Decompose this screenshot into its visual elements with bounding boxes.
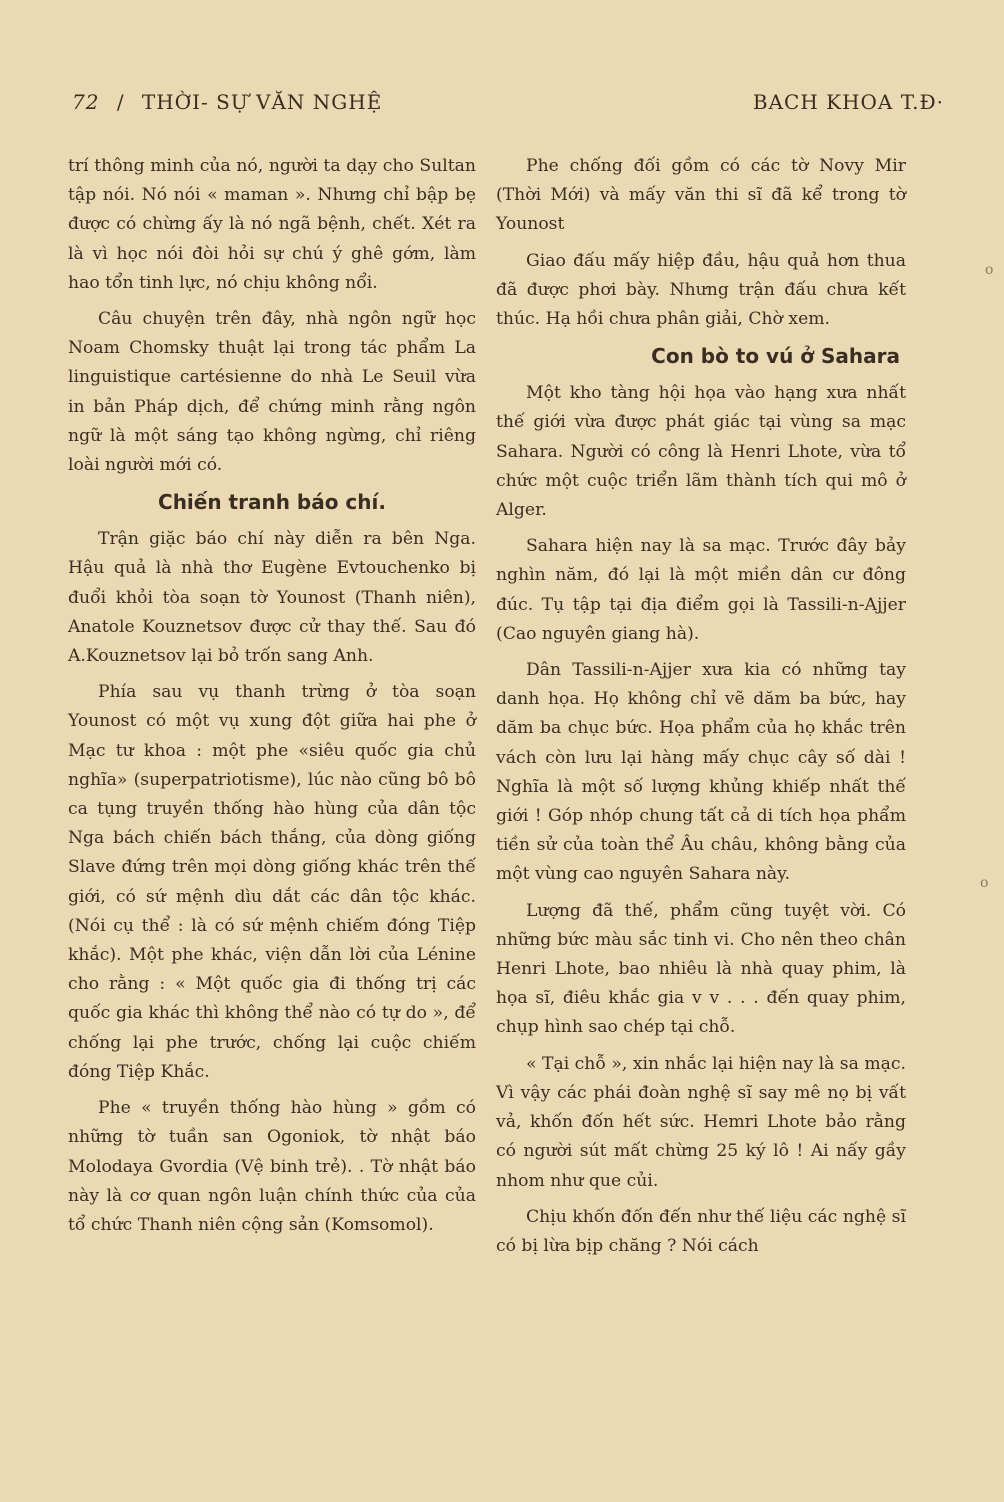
section-title: THỜI- SỰ VĂN NGHỆ: [141, 90, 383, 114]
left-paragraph-2: Câu chuyện trên đây, nhà ngôn ngữ học Noam Chomsky thuật lại trong tác phẩm La linguistique cartésienne do nhà Le Seuil vừa in bản Pháp dịch, để chứng minh rằng ngôn ngữ là một sáng tạo không ngừng, chỉ riêng loài người mới có.: [68, 309, 476, 476]
magazine-name: BACH KHOA T.Đ·: [752, 90, 944, 114]
right-column: [496, 152, 906, 1268]
right-paragraph-7: « Tại chỗ », xin nhắc lại hiện nay là sa mạc. Vì vậy các phái đoàn nghệ sĩ say mê nọ bị vất vả, khốn đốn hết sức. Hemri Lhote bảo rằng có người sút mất chừng 25 ký lô ! Ai nấy gầy nhom như que củi.: [496, 1053, 906, 1191]
right-paragraph-1: Phe chống đối gồm có các tờ Novy Mir (Thời Mới) và mấy văn thi sĩ đã kể trong tờ Younost: [496, 156, 906, 235]
page-number: 72: [72, 90, 100, 114]
left-paragraph-3: Trận giặc báo chí này diễn ra bên Nga. Hậu quả là nhà thơ Eugène Evtouchenko bị đuổi khỏi tòa soạn tờ Younost (Thanh niên), Anatole Kouznetsov được cử thay thế. Sau đó A.Kouznetsov lại bỏ trốn sang Anh.: [68, 529, 476, 667]
left-column: [68, 152, 476, 1247]
right-paragraph-8: Chịu khốn đốn đến như thế liệu các nghệ sĩ có bị lừa bịp chăng ? Nói cách: [496, 1206, 906, 1256]
left-paragraph-4: Phía sau vụ thanh trừng ở tòa soạn Younost có một vụ xung đột giữa hai phe ở Mạc tư khoa : một phe «siêu quốc gia chủ nghĩa» (superpatriotisme), lúc nào cũng bô bô ca tụng truyền thống hào hùng của dân tộc Nga bách chiến bách thắng, của dòng giống Slave đứng trên mọi dòng giống khác trên thế giới, có sứ mệnh dìu dắt các dân tộc khác. (Nói cụ thể : là có sứ mệnh chiếm đóng Tiệp khắc). Một phe khác, viện dẫn lời của Lénine cho rằng : « Một quốc gia đi thống trị các quốc gia khác thì không thể nào có tự do », để chống lại phe trước, chống lại cuộc chiếm đóng Tiệp Khắc.: [68, 682, 476, 1082]
right-paragraph-4: Sahara hiện nay là sa mạc. Trước đây bảy nghìn năm, đó lại là một miền dân cư đông đúc. Tụ tập tại địa điểm gọi là Tassili-n-Ajjer (Cao nguyên giang hà).: [496, 536, 906, 644]
margin-mark-1: o: [985, 262, 994, 278]
page-header: [72, 90, 944, 120]
header-left: [72, 90, 382, 114]
margin-mark-2: o: [980, 875, 989, 891]
section-heading-press-war: Chiến tranh báo chí.: [158, 490, 386, 515]
right-paragraph-5: Dân Tassili-n-Ajjer xưa kia có những tay danh họa. Họ không chỉ vẽ dăm ba bức, hay dăm ba chục bức. Họa phẩm của họ khắc trên vách còn lưu lại hàng mấy chục cây số dài ! Nghĩa là một số lượng khủng khiếp nhất thế giới ! Góp nhóp chung tất cả di tích họa phẩm tiền sử của toàn thể Âu châu, không bằng của một vùng cao nguyên Sahara này.: [496, 660, 906, 885]
right-paragraph-2: Giao đấu mấy hiệp đầu, hậu quả hơn thua đã được phơi bày. Nhưng trận đấu chưa kết thúc. Hạ hồi chưa phân giải, Chờ xem.: [496, 250, 906, 330]
section-heading-sahara: Con bò to vú ở Sahara: [651, 344, 900, 369]
right-paragraph-6: Lượng đã thế, phẩm cũng tuyệt vời. Có những bức màu sắc tinh vi. Cho nên theo chân Henri Lhote, bao nhiêu là nhà quay phim, là họa sĩ, điêu khắc gia v v . . . đến quay phim, chụp hình sao chép tại chỗ.: [496, 900, 906, 1038]
right-paragraph-3: Một kho tàng hội họa vào hạng xưa nhất thế giới vừa được phát giác tại vùng sa mạc Sahara. Người có công là Henri Lhote, vừa tổ chức một cuộc triển lãm thành tích qui mô ở Alger.: [496, 383, 906, 521]
left-paragraph-5: Phe « truyền thống hào hùng » gồm có những tờ tuần san Ogoniok, tờ nhật báo Molodaya Gvordia (Vệ binh trẻ). . Tờ nhật báo này là cơ quan ngôn luận chính thức của của tổ chức Thanh niên cộng sản (Komsomol).: [68, 1098, 476, 1235]
header-separator: /: [116, 90, 125, 114]
left-paragraph-1: trí thông minh của nó, người ta dạy cho Sultan tập nói. Nó nói « maman ». Nhưng chỉ bập bẹ được có chừng ấy là nó ngã bệnh, chết. Xét ra là vì học nói đòi hỏi sự chú ý ghê gớm, làm hao tổn tinh lực, nó chịu không nổi.: [68, 156, 476, 293]
